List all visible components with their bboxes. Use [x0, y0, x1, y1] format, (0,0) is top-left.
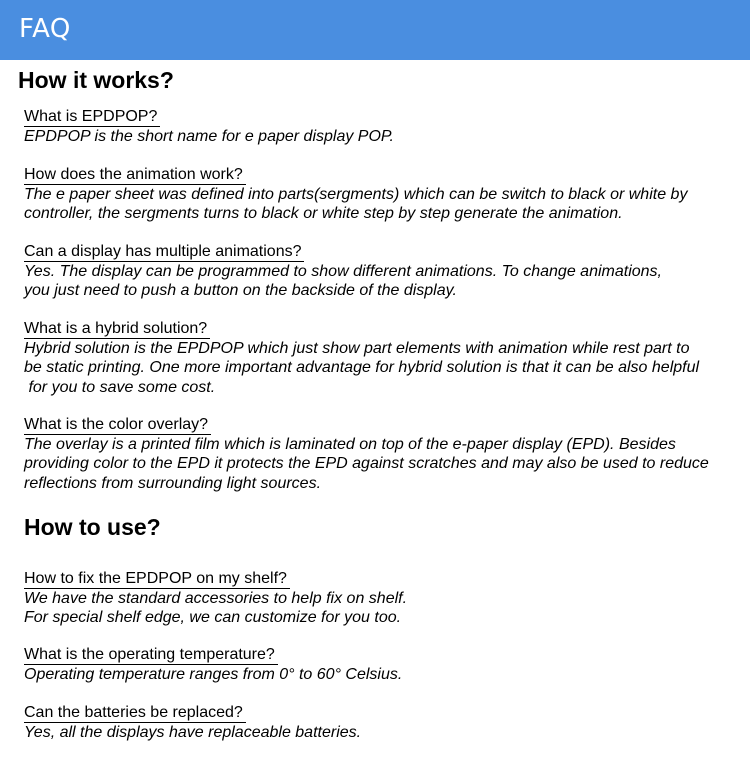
faq-answer-line: For special shelf edge, we can customize for you too.	[24, 609, 402, 627]
section-title-how-it-works: How it works?	[18, 67, 174, 93]
faq-item	[24, 569, 734, 628]
faq-question: What is the operating temperature?	[24, 645, 278, 665]
faq-item	[24, 165, 734, 224]
faq-item	[24, 242, 734, 301]
faq-answer-line: Yes. The display can be programmed to show different animations. To change animations,	[24, 263, 662, 280]
faq-answer-line: for you to save some cost.	[24, 378, 216, 396]
faq-answer-line: you just need to push a button on the backside of the display.	[24, 282, 457, 300]
faq-question: What is EPDPOP?	[24, 107, 160, 127]
faq-answer-line: We have the standard accessories to help fix on shelf.	[24, 590, 408, 607]
faq-answer-line: reflections from surrounding light sources.	[24, 474, 322, 492]
faq-item	[24, 319, 734, 397]
section-title-how-to-use: How to use?	[24, 514, 161, 540]
faq-answer-line: EPDPOP is the short name for e paper display POP.	[24, 128, 394, 145]
faq-answer-line: The overlay is a printed film which is laminated on top of the e-paper display (EPD). Besides	[24, 436, 676, 453]
faq-answer-line: controller, the sergments turns to black or white step by step generate the animation.	[24, 205, 623, 223]
faq-question: Can a display has multiple animations?	[24, 242, 304, 262]
faq-item	[24, 107, 734, 146]
faq-answer-line: The e paper sheet was defined into parts(sergments) which can be switch to black or white by	[24, 186, 688, 203]
faq-answer-line: Operating temperature ranges from 0° to 60° Celsius.	[24, 666, 403, 683]
faq-answer-line: Yes, all the displays have replaceable batteries.	[24, 724, 362, 741]
faq-question: How to fix the EPDPOP on my shelf?	[24, 569, 290, 589]
page-title: FAQ	[19, 14, 71, 44]
faq-item	[24, 415, 734, 493]
faq-answer-line: providing color to the EPD it protects the EPD against scratches and may also be used to reduce	[24, 455, 709, 473]
faq-item	[24, 703, 734, 742]
faq-question: What is the color overlay?	[24, 415, 211, 435]
faq-question: Can the batteries be replaced?	[24, 703, 246, 723]
faq-item	[24, 645, 734, 684]
faq-answer-line: Hybrid solution is the EPDPOP which just show part elements with animation while rest part to	[24, 340, 690, 357]
faq-answer-line: be static printing. One more important advantage for hybrid solution is that it can be also helpful	[24, 359, 700, 377]
faq-header	[0, 0, 750, 60]
faq-question: How does the animation work?	[24, 165, 246, 185]
faq-question: What is a hybrid solution?	[24, 319, 210, 339]
